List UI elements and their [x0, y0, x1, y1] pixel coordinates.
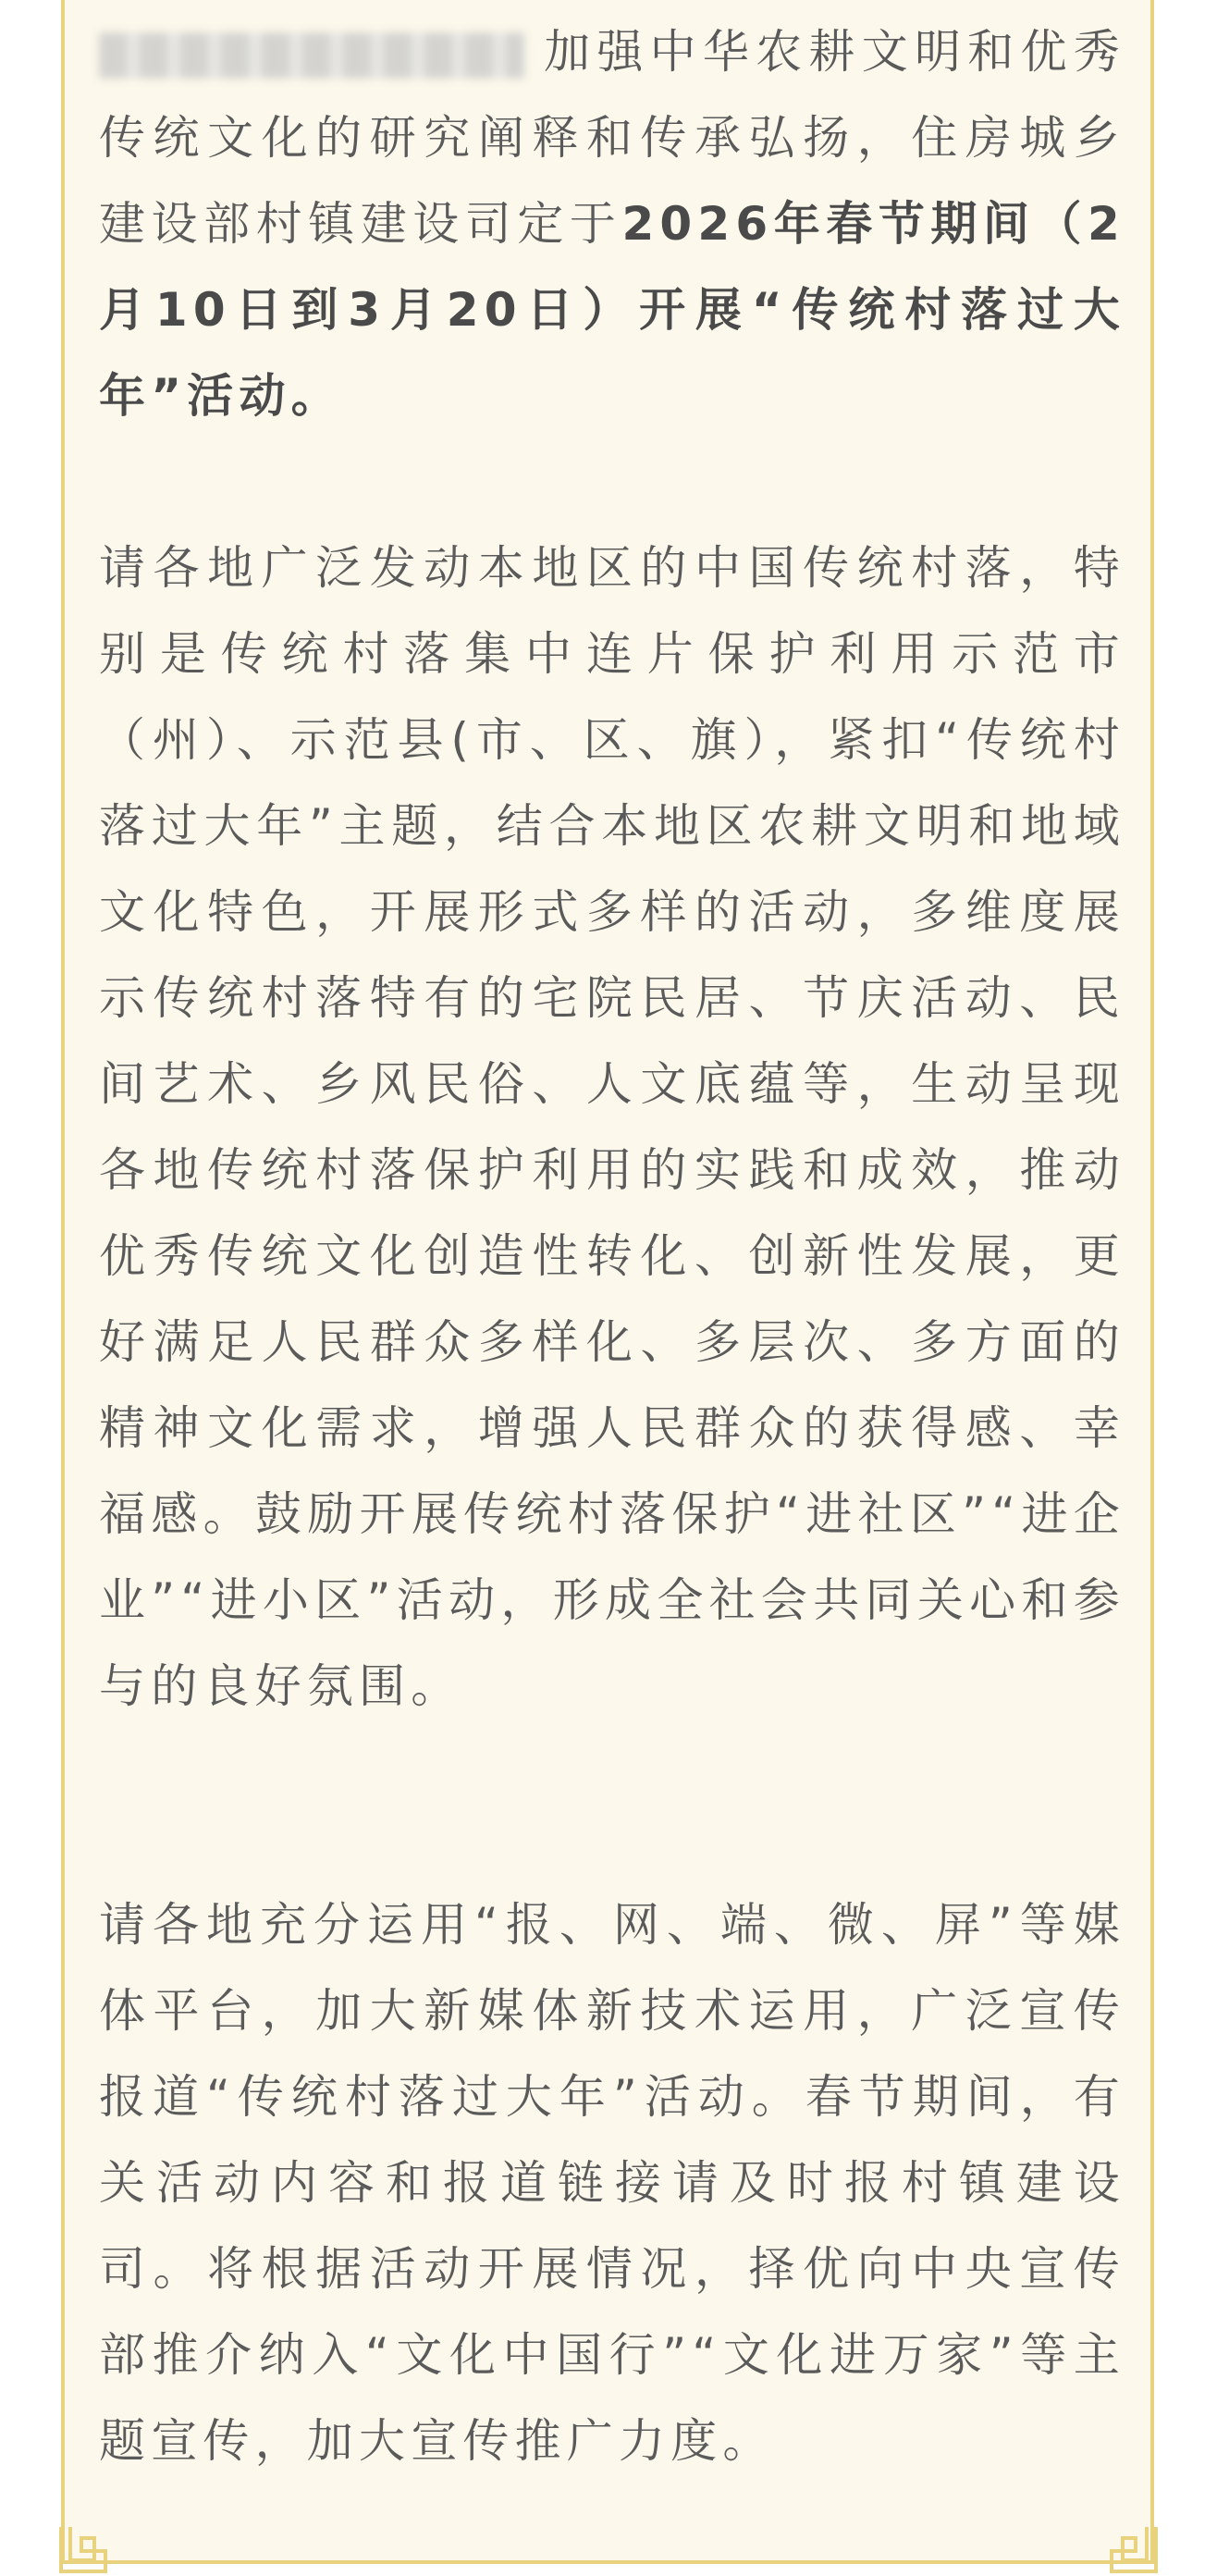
corner-ornament-icon	[1108, 2523, 1160, 2575]
corner-ornament-icon	[57, 2523, 109, 2575]
redacted-name	[99, 32, 524, 79]
paragraph-activities: 请各地广泛发动本地区的中国传统村落，特别是传统村落集中连片保护利用示范市（州）、示范县(市、区、旗），紧扣“传统村落过大年”主题，结合本地区农耕文明和地域文化特色，开展形式多样的活动，多维度展示传统村落特有的宅院民居、节庆活动、民间艺术、乡风民俗、人文底蕴等，生动呈现各地传统村落保护利用的实践和成效，推动优秀传统文化创造性转化、创新性发展，更好满足人民群众多样化、多层次、多方面的精神文化需求，增强人民群众的获得感、幸福感。鼓励开展传统村落保护“进社区”“进企业”“进小区”活动，形成全社会共同关心和参与的良好氛围。	[99, 541, 1125, 1713]
event-period-text: 2026年春节期间（2月10日到3月20日）开展“传统村落过大年”活动。	[99, 197, 1125, 423]
intro-text: 加强中华农耕文明和优秀传统文化的研究阐释和传承弘扬，住房城乡建设部村镇建设司定于	[99, 25, 1125, 251]
paragraph-publicity: 请各地充分运用“报、网、端、微、屏”等媒体平台，加大新媒体新技术运用，广泛宣传报道“传统村落过大年”活动。春节期间，有关活动内容和报道链接请及时报村镇建设司。将根据活动开展情况，择优向中央宣传部推介纳入“文化中国行”“文化进万家”等主题宣传，加大宣传推广力度。	[99, 1898, 1125, 2468]
paragraph-intro	[99, 9, 1125, 439]
